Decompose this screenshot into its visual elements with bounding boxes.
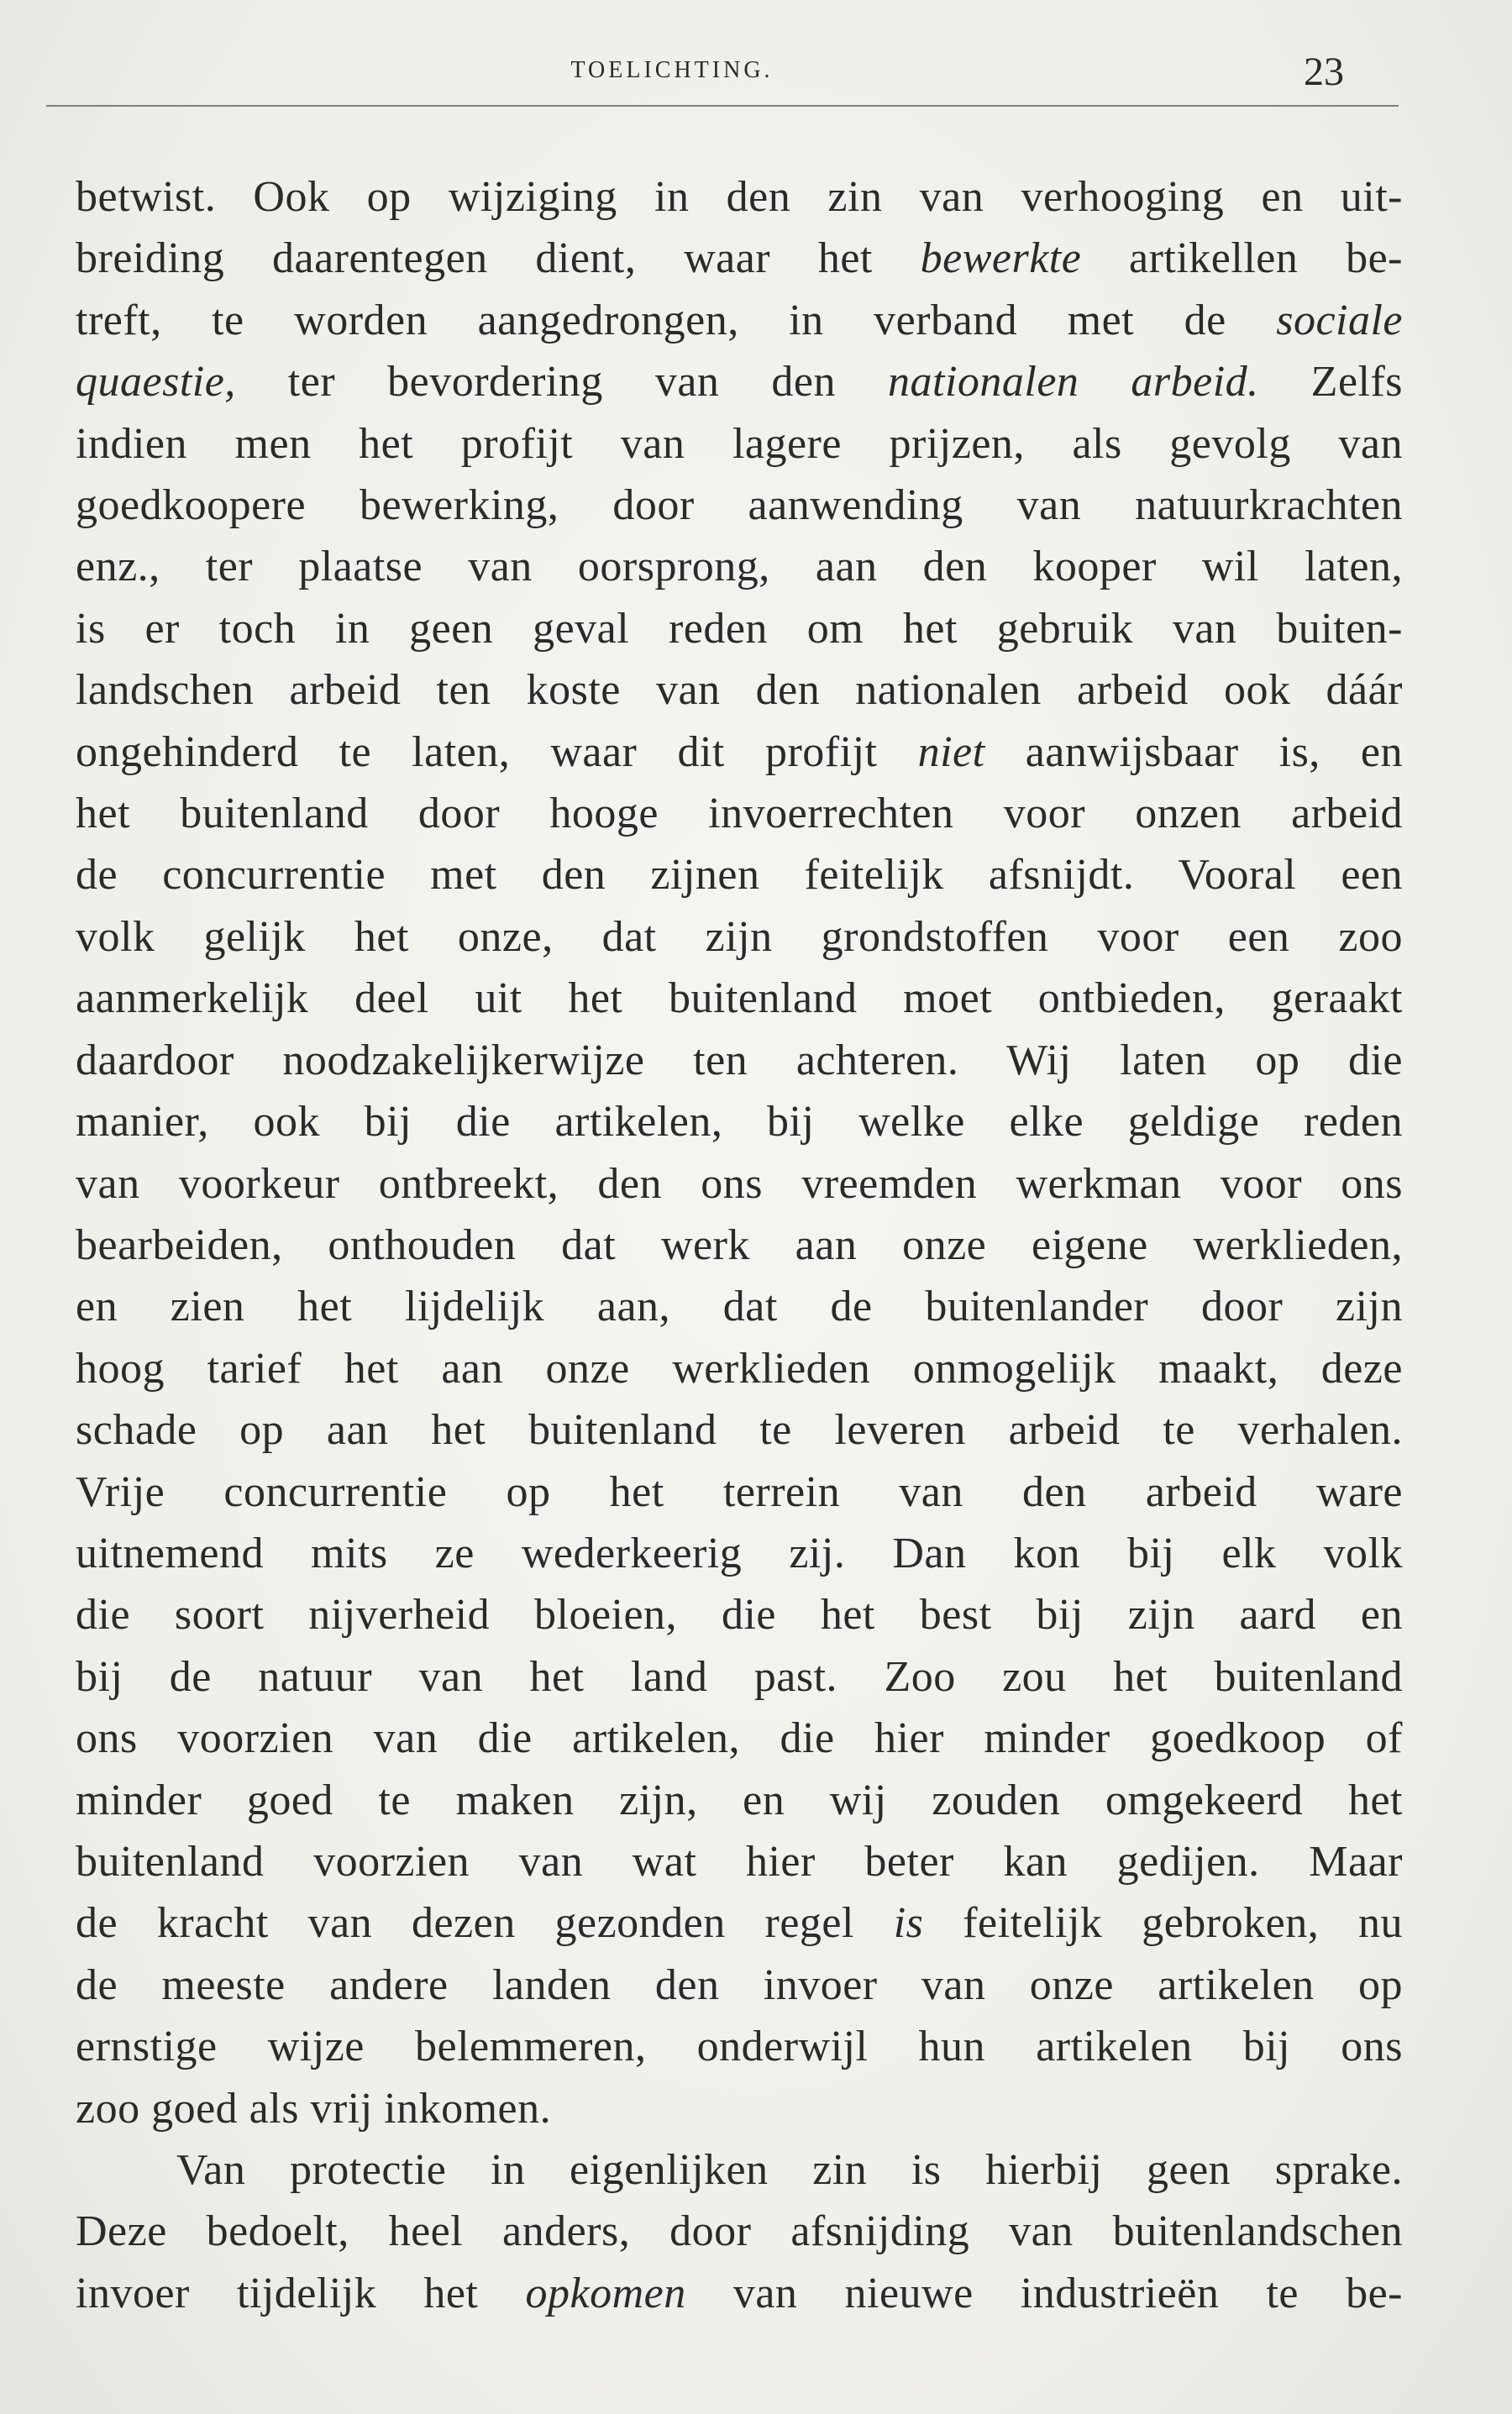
text-segment: en zien het lijdelijk aan, dat de buitenlander door zijn [76, 1283, 1403, 1331]
text-line [76, 413, 1403, 475]
text-segment: schade op aan het buitenland te leveren arbeid te verhalen. [76, 1406, 1403, 1455]
italic-text: nationalen arbeid. [888, 358, 1259, 407]
text-segment: volk gelijk het onze, dat zijn grondstoffen voor een zoo [76, 912, 1403, 961]
text-segment: de kracht van dezen gezonden regel [76, 1899, 894, 1948]
text-line [76, 659, 1403, 721]
text-segment: feitelijk gebroken, nu [923, 1899, 1403, 1948]
text-segment: van voorkeur ontbreekt, den ons vreemden werkman voor ons [76, 1159, 1403, 1208]
text-line [76, 536, 1403, 597]
text-segment: de meeste andere landen den invoer van onze artikelen op [76, 1960, 1403, 2009]
italic-text: sociale [1276, 296, 1403, 344]
text-line [76, 783, 1403, 844]
text-line [76, 906, 1403, 968]
text-line [76, 2201, 1403, 2262]
text-line [76, 166, 1403, 228]
text-line [76, 475, 1403, 536]
text-line [76, 290, 1403, 351]
text-segment: ernstige wijze belemmeren, onderwijl hun artikelen bij ons [76, 2023, 1403, 2071]
text-segment: Vrije concurrentie op het terrein van den arbeid ware [76, 1467, 1403, 1516]
text-segment: aanmerkelijk deel uit het buitenland moet ontbieden, geraakt [76, 974, 1403, 1023]
text-segment: treft, te worden aangedrongen, in verband met de [76, 296, 1277, 344]
text-line [76, 1892, 1403, 1954]
italic-text: is [893, 1899, 924, 1948]
text-line [76, 2263, 1403, 2324]
text-line [76, 1276, 1403, 1337]
text-segment: artikellen be- [1081, 234, 1403, 283]
italic-text: bewerkte [920, 234, 1082, 283]
text-segment: buitenland voorzien van wat hier beter kan gedijen. Maar [76, 1837, 1403, 1886]
text-segment: invoer tijdelijk het [76, 2269, 526, 2317]
text-line [76, 2016, 1403, 2077]
text-segment: bearbeiden, onthouden dat werk aan onze eigene werklieden, [76, 1220, 1403, 1269]
text-segment: ongehinderd te laten, waar dit profijt [76, 727, 918, 776]
text-segment: manier, ook bij die artikelen, bij welke elke geldige reden [76, 1098, 1403, 1147]
text-segment: die soort nijverheid bloeien, die het best bij zijn aard en [76, 1591, 1403, 1640]
text-segment: zoo goed als vrij inkomen. [76, 2084, 552, 2133]
text-line [76, 844, 1403, 905]
italic-text: niet [917, 727, 985, 776]
text-line [76, 1955, 1403, 2016]
text-line [76, 1584, 1403, 1645]
text-segment: landschen arbeid ten koste van den nationalen arbeid ook dáár [76, 666, 1403, 715]
text-line [76, 1215, 1403, 1276]
text-line [76, 1770, 1403, 1831]
text-line [76, 1708, 1403, 1769]
text-line [76, 1831, 1403, 1892]
text-segment: breiding daarentegen dient, waar het [76, 234, 921, 283]
text-segment: daardoor noodzakelijkerwijze ten achteren. Wij laten op die [76, 1036, 1403, 1084]
text-line [76, 351, 1403, 412]
text-segment: Deze bedoelt, heel anders, door afsnijding van buitenlandschen [76, 2207, 1403, 2256]
italic-text: quaestie, [76, 358, 236, 407]
text-line [76, 1091, 1403, 1152]
text-line [76, 2139, 1403, 2201]
text-segment: goedkoopere bewerking, door aanwending van natuurkrachten [76, 481, 1403, 530]
page-header [50, 49, 1403, 108]
text-line [76, 1462, 1403, 1523]
text-line [76, 1399, 1403, 1461]
text-line [76, 2078, 1403, 2139]
text-segment: enz., ter plaatse van oorsprong, aan den kooper wil laten, [76, 543, 1403, 591]
text-line [76, 228, 1403, 289]
text-line [76, 968, 1403, 1029]
text-segment: Zelfs [1258, 358, 1404, 407]
text-segment: is er toch in geen geval reden om het gebruik van buiten- [76, 604, 1403, 653]
text-line [76, 1153, 1403, 1215]
text-segment: het buitenland door hooge invoerrechten voor onzen arbeid [76, 790, 1403, 838]
text-segment: hoog tarief het aan onze werklieden onmogelijk maakt, deze [76, 1344, 1403, 1393]
italic-text: opkomen [525, 2269, 686, 2317]
text-line [76, 722, 1403, 783]
text-line [76, 1646, 1403, 1708]
text-line [76, 598, 1403, 659]
text-segment: Van protectie in eigenlijken zin is hierbij geen sprake. [176, 2146, 1403, 2194]
text-line [76, 1523, 1403, 1584]
page-number: 23 [1304, 50, 1344, 94]
text-segment: betwist. Ook op wijziging in den zin van verhooging en uit- [76, 173, 1403, 221]
header-rule [46, 105, 1399, 107]
text-segment: ons voorzien van die artikelen, die hier minder goedkoop of [76, 1714, 1403, 1763]
body-text [76, 166, 1403, 2324]
text-segment: indien men het profijt van lagere prijzen, als gevolg van [76, 419, 1403, 468]
text-segment: de concurrentie met den zijnen feitelijk afsnijdt. Vooral een [76, 851, 1403, 900]
running-title: TOELICHTING. [570, 57, 774, 83]
text-line [76, 1338, 1403, 1399]
text-segment: ter bevordering van den [235, 358, 888, 407]
text-segment: aanwijsbaar is, en [984, 727, 1404, 776]
text-line [76, 1030, 1403, 1091]
text-segment: bij de natuur van het land past. Zoo zou het buitenland [76, 1652, 1403, 1701]
text-segment: van nieuwe industrieën te be- [685, 2269, 1403, 2317]
text-segment: minder goed te maken zijn, en wij zouden omgekeerd het [76, 1776, 1403, 1824]
text-segment: uitnemend mits ze wederkeerig zij. Dan kon bij elk volk [76, 1529, 1403, 1577]
